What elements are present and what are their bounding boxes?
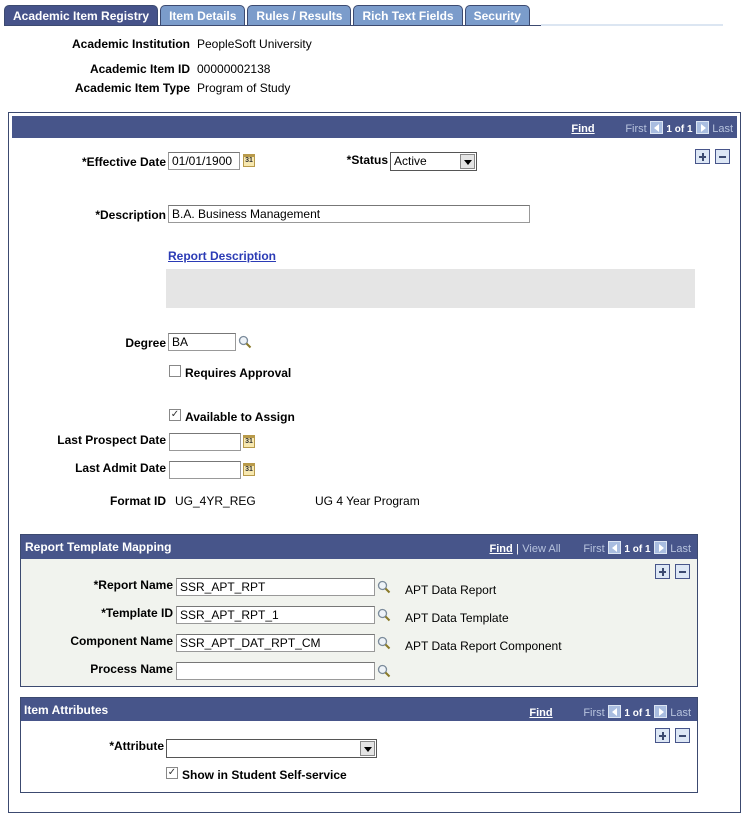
lookup-icon[interactable] xyxy=(377,608,391,622)
previous-arrow-icon[interactable] xyxy=(608,541,621,554)
tab-security[interactable]: Security xyxy=(465,5,530,26)
next-arrow-icon[interactable] xyxy=(654,541,667,554)
main-grid-header xyxy=(12,116,737,138)
item-id-label: Academic Item ID xyxy=(89,62,190,76)
last-label: Last xyxy=(712,123,733,135)
last-label: Last xyxy=(670,707,691,719)
delete-row-button[interactable] xyxy=(715,149,730,164)
format-id-value: UG_4YR_REG xyxy=(175,494,256,508)
requires-approval-checkbox[interactable] xyxy=(169,365,181,377)
item-attributes-nav xyxy=(529,705,691,719)
last-prospect-date-input[interactable] xyxy=(169,433,241,451)
add-row-button[interactable] xyxy=(695,149,710,164)
status-value: Active xyxy=(394,154,427,168)
attribute-select[interactable] xyxy=(166,739,377,758)
next-arrow-icon[interactable] xyxy=(654,705,667,718)
calendar-icon[interactable]: 31 xyxy=(243,435,255,448)
previous-arrow-icon[interactable] xyxy=(650,121,663,134)
component-name-label: Component Name xyxy=(70,634,173,648)
calendar-icon[interactable]: 31 xyxy=(243,154,255,167)
report-template-nav xyxy=(490,541,691,555)
item-attributes-header xyxy=(21,698,697,721)
institution-value: PeopleSoft University xyxy=(197,37,312,51)
row-count: 1 of 1 xyxy=(666,124,693,135)
degree-label: Degree xyxy=(125,336,166,350)
item-attributes-title: Item Attributes xyxy=(24,703,109,717)
available-to-assign-label: Available to Assign xyxy=(185,410,295,424)
report-name-label: *Report Name xyxy=(93,578,173,592)
report-template-title: Report Template Mapping xyxy=(25,540,172,554)
process-name-label: Process Name xyxy=(90,662,173,676)
process-name-input[interactable] xyxy=(176,662,375,680)
add-row-button[interactable] xyxy=(655,728,670,743)
add-row-button[interactable] xyxy=(655,564,670,579)
component-name-description: APT Data Report Component xyxy=(405,639,562,653)
show-self-service-label: Show in Student Self-service xyxy=(182,768,347,782)
previous-arrow-icon[interactable] xyxy=(608,705,621,718)
tab-academic-item-registry[interactable]: Academic Item Registry xyxy=(4,5,158,26)
first-label: First xyxy=(583,543,605,555)
nav-separator: | xyxy=(516,543,519,555)
attribute-label: *Attribute xyxy=(109,739,164,753)
template-id-description: APT Data Template xyxy=(405,611,509,625)
next-arrow-icon[interactable] xyxy=(696,121,709,134)
find-link[interactable]: Find xyxy=(529,707,553,719)
tab-divider-line xyxy=(541,24,723,26)
calendar-icon[interactable]: 31 xyxy=(243,463,255,476)
institution-label: Academic Institution xyxy=(71,37,190,51)
item-type-value: Program of Study xyxy=(197,81,291,95)
delete-row-button[interactable] xyxy=(675,728,690,743)
main-grid-nav xyxy=(571,121,733,135)
degree-input[interactable]: BA xyxy=(168,333,236,351)
dropdown-arrow-icon[interactable] xyxy=(360,741,375,756)
find-link[interactable]: Find xyxy=(489,543,513,555)
lookup-icon[interactable] xyxy=(377,580,391,594)
tab-strip xyxy=(4,5,532,26)
template-id-label: *Template ID xyxy=(101,606,173,620)
item-id-value: 00000002138 xyxy=(197,62,271,76)
available-to-assign-checkbox[interactable]: ✓ xyxy=(170,409,180,420)
template-id-input[interactable]: SSR_APT_RPT_1 xyxy=(176,606,375,624)
requires-approval-label: Requires Approval xyxy=(185,366,292,380)
find-link[interactable]: Find xyxy=(571,123,595,135)
report-description-box xyxy=(166,269,695,308)
first-label: First xyxy=(625,123,647,135)
status-label: *Status xyxy=(346,153,388,167)
format-id-label: Format ID xyxy=(109,494,166,508)
tab-rich-text-fields[interactable]: Rich Text Fields xyxy=(353,5,462,26)
first-label: First xyxy=(583,707,605,719)
report-name-input[interactable]: SSR_APT_RPT xyxy=(176,578,375,596)
tab-rules-results[interactable]: Rules / Results xyxy=(247,5,351,26)
delete-row-button[interactable] xyxy=(675,564,690,579)
effective-date-input[interactable]: 01/01/1900 xyxy=(168,152,240,170)
row-count: 1 of 1 xyxy=(624,544,651,555)
report-description-link[interactable]: Report Description xyxy=(168,249,277,263)
component-name-input[interactable]: SSR_APT_DAT_RPT_CM xyxy=(176,634,375,652)
view-all-label[interactable]: View All xyxy=(522,543,561,555)
report-name-description: APT Data Report xyxy=(405,583,497,597)
status-select[interactable] xyxy=(390,152,477,171)
lookup-icon[interactable] xyxy=(377,664,391,678)
lookup-icon[interactable] xyxy=(377,636,391,650)
last-admit-date-input[interactable] xyxy=(169,461,241,479)
last-label: Last xyxy=(670,543,691,555)
lookup-icon[interactable] xyxy=(238,335,252,349)
description-label: *Description xyxy=(95,208,166,222)
description-input[interactable]: B.A. Business Management xyxy=(168,205,530,223)
tab-underline xyxy=(4,25,541,26)
format-id-description: UG 4 Year Program xyxy=(315,494,420,508)
show-self-service-checkbox[interactable]: ✓ xyxy=(167,767,177,778)
row-count: 1 of 1 xyxy=(624,708,651,719)
tab-item-details[interactable]: Item Details xyxy=(160,5,245,26)
dropdown-arrow-icon[interactable] xyxy=(460,154,475,169)
report-template-header xyxy=(21,535,697,559)
effective-date-label: *Effective Date xyxy=(81,155,166,169)
last-prospect-date-label: Last Prospect Date xyxy=(57,433,166,447)
last-admit-date-label: Last Admit Date xyxy=(75,461,166,475)
item-type-label: Academic Item Type xyxy=(74,81,190,95)
